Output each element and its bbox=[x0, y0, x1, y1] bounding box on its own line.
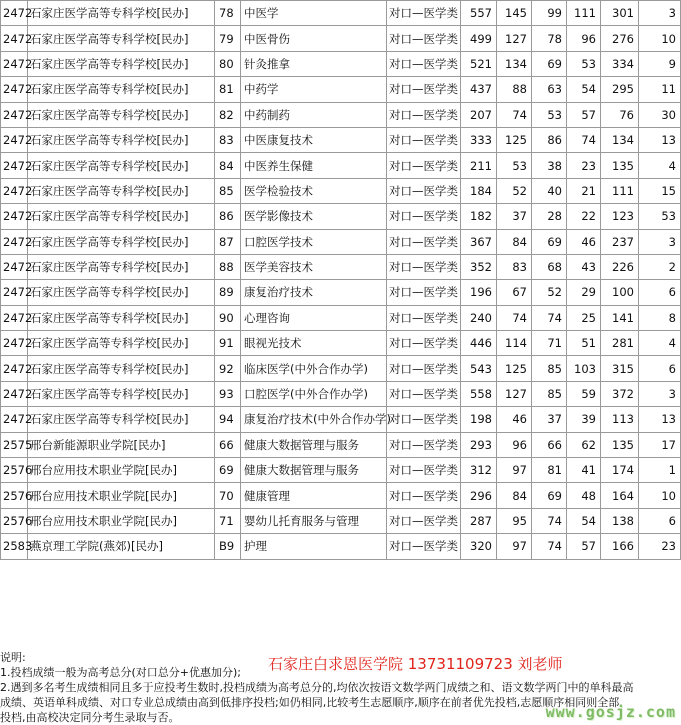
school-name-cell: 邢台新能源职业学院[民办] bbox=[28, 432, 215, 457]
score-col-5-cell: 113 bbox=[601, 407, 639, 432]
category-cell: 对口—医学类 bbox=[387, 280, 461, 305]
score-col-3-cell: 71 bbox=[532, 331, 567, 356]
major-name-cell: 中医康复技术 bbox=[241, 127, 387, 152]
school-name-cell: 石家庄医学高等专科学校[民办] bbox=[28, 26, 215, 51]
score-col-3-cell: 69 bbox=[532, 229, 567, 254]
score-col-2-cell: 125 bbox=[497, 127, 532, 152]
score-col-2-cell: 67 bbox=[497, 280, 532, 305]
score-col-4-cell: 54 bbox=[567, 508, 601, 533]
program-code-cell: 87 bbox=[215, 229, 241, 254]
category-cell: 对口—医学类 bbox=[387, 458, 461, 483]
notes-line-3: 成绩、英语单科成绩、对口专业总成绩由高到低排序投档;如仍相同,比较考生志愿顺序,顺序在前者优先投档,志愿顺序相同则全部 bbox=[0, 696, 620, 709]
score-col-4-cell: 57 bbox=[567, 102, 601, 127]
program-code-cell: 70 bbox=[215, 483, 241, 508]
table-row bbox=[1, 178, 681, 203]
school-code-cell: 2576 bbox=[1, 508, 28, 533]
score-col-3-cell: 74 bbox=[532, 305, 567, 330]
score-col-3-cell: 74 bbox=[532, 508, 567, 533]
score-col-2-cell: 145 bbox=[497, 1, 532, 26]
table-row bbox=[1, 458, 681, 483]
program-code-cell: 79 bbox=[215, 26, 241, 51]
score-col-2-cell: 125 bbox=[497, 356, 532, 381]
school-name-cell: 石家庄医学高等专科学校[民办] bbox=[28, 407, 215, 432]
major-name-cell: 医学影像技术 bbox=[241, 204, 387, 229]
total-score-cell: 437 bbox=[461, 77, 497, 102]
score-col-4-cell: 54 bbox=[567, 77, 601, 102]
school-code-cell: 2472 bbox=[1, 381, 28, 406]
program-code-cell: 90 bbox=[215, 305, 241, 330]
major-name-cell: 医学美容技术 bbox=[241, 254, 387, 279]
category-cell: 对口—医学类 bbox=[387, 127, 461, 152]
table-row bbox=[1, 508, 681, 533]
notes-line-4: 投档,由高校决定同分考生录取与否。 bbox=[0, 711, 180, 724]
table-row bbox=[1, 204, 681, 229]
table-row bbox=[1, 153, 681, 178]
score-col-2-cell: 134 bbox=[497, 51, 532, 76]
score-col-2-cell: 74 bbox=[497, 102, 532, 127]
score-col-4-cell: 62 bbox=[567, 432, 601, 457]
score-col-6-cell: 10 bbox=[639, 483, 681, 508]
program-code-cell: 89 bbox=[215, 280, 241, 305]
score-col-4-cell: 21 bbox=[567, 178, 601, 203]
score-col-3-cell: 74 bbox=[532, 534, 567, 559]
total-score-cell: 184 bbox=[461, 178, 497, 203]
school-name-cell: 燕京理工学院(燕郊)[民办] bbox=[28, 534, 215, 559]
school-code-cell: 2472 bbox=[1, 102, 28, 127]
total-score-cell: 196 bbox=[461, 280, 497, 305]
category-cell: 对口—医学类 bbox=[387, 77, 461, 102]
total-score-cell: 333 bbox=[461, 127, 497, 152]
score-col-2-cell: 95 bbox=[497, 508, 532, 533]
score-col-2-cell: 127 bbox=[497, 26, 532, 51]
score-col-5-cell: 334 bbox=[601, 51, 639, 76]
score-col-6-cell: 6 bbox=[639, 508, 681, 533]
score-col-5-cell: 100 bbox=[601, 280, 639, 305]
school-code-cell: 2472 bbox=[1, 305, 28, 330]
score-col-4-cell: 59 bbox=[567, 381, 601, 406]
category-cell: 对口—医学类 bbox=[387, 26, 461, 51]
score-col-5-cell: 166 bbox=[601, 534, 639, 559]
major-name-cell: 口腔医学技术 bbox=[241, 229, 387, 254]
score-col-5-cell: 237 bbox=[601, 229, 639, 254]
category-cell: 对口—医学类 bbox=[387, 305, 461, 330]
score-col-5-cell: 134 bbox=[601, 127, 639, 152]
score-col-4-cell: 48 bbox=[567, 483, 601, 508]
score-col-4-cell: 57 bbox=[567, 534, 601, 559]
score-col-4-cell: 43 bbox=[567, 254, 601, 279]
score-col-6-cell: 9 bbox=[639, 51, 681, 76]
school-name-cell: 石家庄医学高等专科学校[民办] bbox=[28, 102, 215, 127]
major-name-cell: 康复治疗技术(中外合作办学) bbox=[241, 407, 387, 432]
score-col-6-cell: 23 bbox=[639, 534, 681, 559]
school-code-cell: 2472 bbox=[1, 407, 28, 432]
score-col-5-cell: 315 bbox=[601, 356, 639, 381]
score-col-4-cell: 22 bbox=[567, 204, 601, 229]
score-col-5-cell: 76 bbox=[601, 102, 639, 127]
score-col-2-cell: 74 bbox=[497, 305, 532, 330]
category-cell: 对口—医学类 bbox=[387, 508, 461, 533]
total-score-cell: 207 bbox=[461, 102, 497, 127]
score-col-6-cell: 4 bbox=[639, 331, 681, 356]
table-row bbox=[1, 77, 681, 102]
table-row bbox=[1, 280, 681, 305]
table-row bbox=[1, 229, 681, 254]
school-code-cell: 2472 bbox=[1, 280, 28, 305]
score-col-4-cell: 103 bbox=[567, 356, 601, 381]
score-col-6-cell: 3 bbox=[639, 1, 681, 26]
total-score-cell: 293 bbox=[461, 432, 497, 457]
total-score-cell: 558 bbox=[461, 381, 497, 406]
school-code-cell: 2472 bbox=[1, 229, 28, 254]
score-col-6-cell: 10 bbox=[639, 26, 681, 51]
total-score-cell: 182 bbox=[461, 204, 497, 229]
score-col-2-cell: 53 bbox=[497, 153, 532, 178]
school-code-cell: 2472 bbox=[1, 204, 28, 229]
score-col-6-cell: 2 bbox=[639, 254, 681, 279]
program-code-cell: 84 bbox=[215, 153, 241, 178]
school-name-cell: 石家庄医学高等专科学校[民办] bbox=[28, 153, 215, 178]
table-row bbox=[1, 331, 681, 356]
score-col-3-cell: 52 bbox=[532, 280, 567, 305]
school-name-cell: 石家庄医学高等专科学校[民办] bbox=[28, 331, 215, 356]
score-col-3-cell: 85 bbox=[532, 381, 567, 406]
category-cell: 对口—医学类 bbox=[387, 254, 461, 279]
score-col-5-cell: 135 bbox=[601, 153, 639, 178]
score-col-6-cell: 15 bbox=[639, 178, 681, 203]
score-col-3-cell: 69 bbox=[532, 483, 567, 508]
school-code-cell: 2472 bbox=[1, 178, 28, 203]
school-code-cell: 2472 bbox=[1, 153, 28, 178]
table-body bbox=[1, 1, 681, 560]
major-name-cell: 护理 bbox=[241, 534, 387, 559]
notes-line-1: 1.投档成绩一般为高考总分(对口总分+优惠加分); bbox=[0, 666, 241, 679]
category-cell: 对口—医学类 bbox=[387, 204, 461, 229]
score-col-5-cell: 123 bbox=[601, 204, 639, 229]
table-row bbox=[1, 127, 681, 152]
score-col-6-cell: 3 bbox=[639, 381, 681, 406]
school-name-cell: 邢台应用技术职业学院[民办] bbox=[28, 458, 215, 483]
category-cell: 对口—医学类 bbox=[387, 534, 461, 559]
school-name-cell: 石家庄医学高等专科学校[民办] bbox=[28, 305, 215, 330]
score-col-4-cell: 51 bbox=[567, 331, 601, 356]
score-col-3-cell: 81 bbox=[532, 458, 567, 483]
total-score-cell: 543 bbox=[461, 356, 497, 381]
category-cell: 对口—医学类 bbox=[387, 381, 461, 406]
score-col-2-cell: 97 bbox=[497, 534, 532, 559]
score-col-4-cell: 25 bbox=[567, 305, 601, 330]
table-row bbox=[1, 483, 681, 508]
total-score-cell: 198 bbox=[461, 407, 497, 432]
score-col-2-cell: 84 bbox=[497, 483, 532, 508]
school-name-cell: 石家庄医学高等专科学校[民办] bbox=[28, 1, 215, 26]
score-col-3-cell: 38 bbox=[532, 153, 567, 178]
score-col-2-cell: 127 bbox=[497, 381, 532, 406]
score-col-6-cell: 6 bbox=[639, 356, 681, 381]
major-name-cell: 中医学 bbox=[241, 1, 387, 26]
score-col-5-cell: 276 bbox=[601, 26, 639, 51]
score-col-6-cell: 3 bbox=[639, 229, 681, 254]
major-name-cell: 口腔医学(中外合作办学) bbox=[241, 381, 387, 406]
category-cell: 对口—医学类 bbox=[387, 229, 461, 254]
total-score-cell: 296 bbox=[461, 483, 497, 508]
total-score-cell: 446 bbox=[461, 331, 497, 356]
category-cell: 对口—医学类 bbox=[387, 178, 461, 203]
score-col-4-cell: 41 bbox=[567, 458, 601, 483]
program-code-cell: 80 bbox=[215, 51, 241, 76]
score-col-2-cell: 96 bbox=[497, 432, 532, 457]
school-code-cell: 2472 bbox=[1, 1, 28, 26]
major-name-cell: 健康大数据管理与服务 bbox=[241, 458, 387, 483]
score-col-4-cell: 74 bbox=[567, 127, 601, 152]
total-score-cell: 367 bbox=[461, 229, 497, 254]
score-col-3-cell: 78 bbox=[532, 26, 567, 51]
school-code-cell: 2472 bbox=[1, 51, 28, 76]
score-col-4-cell: 46 bbox=[567, 229, 601, 254]
score-col-2-cell: 84 bbox=[497, 229, 532, 254]
school-name-cell: 石家庄医学高等专科学校[民办] bbox=[28, 204, 215, 229]
score-col-4-cell: 53 bbox=[567, 51, 601, 76]
score-col-6-cell: 30 bbox=[639, 102, 681, 127]
score-col-3-cell: 40 bbox=[532, 178, 567, 203]
school-code-cell: 2576 bbox=[1, 483, 28, 508]
score-col-5-cell: 138 bbox=[601, 508, 639, 533]
school-name-cell: 石家庄医学高等专科学校[民办] bbox=[28, 127, 215, 152]
major-name-cell: 针灸推拿 bbox=[241, 51, 387, 76]
table-row bbox=[1, 26, 681, 51]
score-col-6-cell: 4 bbox=[639, 153, 681, 178]
major-name-cell: 心理咨询 bbox=[241, 305, 387, 330]
category-cell: 对口—医学类 bbox=[387, 51, 461, 76]
score-col-6-cell: 13 bbox=[639, 407, 681, 432]
score-col-2-cell: 114 bbox=[497, 331, 532, 356]
category-cell: 对口—医学类 bbox=[387, 1, 461, 26]
category-cell: 对口—医学类 bbox=[387, 331, 461, 356]
score-col-5-cell: 141 bbox=[601, 305, 639, 330]
school-code-cell: 2472 bbox=[1, 356, 28, 381]
notes-line-2: 2.遇到多名考生成绩相同且多于应投考生数时,投档成绩为高考总分的,均依次按语文数学两门成绩之和、语文数学两门中的单科最高 bbox=[0, 681, 634, 694]
school-name-cell: 石家庄医学高等专科学校[民办] bbox=[28, 254, 215, 279]
table-row bbox=[1, 51, 681, 76]
program-code-cell: 83 bbox=[215, 127, 241, 152]
score-col-5-cell: 164 bbox=[601, 483, 639, 508]
program-code-cell: 88 bbox=[215, 254, 241, 279]
score-col-5-cell: 174 bbox=[601, 458, 639, 483]
major-name-cell: 健康管理 bbox=[241, 483, 387, 508]
school-code-cell: 2583 bbox=[1, 534, 28, 559]
program-code-cell: 86 bbox=[215, 204, 241, 229]
score-col-4-cell: 23 bbox=[567, 153, 601, 178]
total-score-cell: 521 bbox=[461, 51, 497, 76]
score-col-3-cell: 28 bbox=[532, 204, 567, 229]
school-code-cell: 2472 bbox=[1, 77, 28, 102]
score-col-3-cell: 53 bbox=[532, 102, 567, 127]
score-col-4-cell: 96 bbox=[567, 26, 601, 51]
score-col-2-cell: 97 bbox=[497, 458, 532, 483]
category-cell: 对口—医学类 bbox=[387, 356, 461, 381]
program-code-cell: 78 bbox=[215, 1, 241, 26]
major-name-cell: 中药学 bbox=[241, 77, 387, 102]
total-score-cell: 240 bbox=[461, 305, 497, 330]
school-name-cell: 邢台应用技术职业学院[民办] bbox=[28, 483, 215, 508]
score-col-6-cell: 13 bbox=[639, 127, 681, 152]
major-name-cell: 中医养生保健 bbox=[241, 153, 387, 178]
program-code-cell: 66 bbox=[215, 432, 241, 457]
table-row bbox=[1, 305, 681, 330]
table-row bbox=[1, 254, 681, 279]
table-row bbox=[1, 381, 681, 406]
total-score-cell: 557 bbox=[461, 1, 497, 26]
total-score-cell: 287 bbox=[461, 508, 497, 533]
program-code-cell: 69 bbox=[215, 458, 241, 483]
score-col-6-cell: 1 bbox=[639, 458, 681, 483]
category-cell: 对口—医学类 bbox=[387, 407, 461, 432]
score-col-3-cell: 69 bbox=[532, 51, 567, 76]
major-name-cell: 中药制药 bbox=[241, 102, 387, 127]
score-col-3-cell: 99 bbox=[532, 1, 567, 26]
score-col-6-cell: 6 bbox=[639, 280, 681, 305]
major-name-cell: 中医骨伤 bbox=[241, 26, 387, 51]
score-col-6-cell: 11 bbox=[639, 77, 681, 102]
score-col-5-cell: 372 bbox=[601, 381, 639, 406]
school-name-cell: 石家庄医学高等专科学校[民办] bbox=[28, 51, 215, 76]
table-row bbox=[1, 1, 681, 26]
category-cell: 对口—医学类 bbox=[387, 153, 461, 178]
school-name-cell: 石家庄医学高等专科学校[民办] bbox=[28, 229, 215, 254]
school-name-cell: 石家庄医学高等专科学校[民办] bbox=[28, 77, 215, 102]
major-name-cell: 临床医学(中外合作办学) bbox=[241, 356, 387, 381]
score-col-5-cell: 135 bbox=[601, 432, 639, 457]
total-score-cell: 312 bbox=[461, 458, 497, 483]
school-name-cell: 石家庄医学高等专科学校[民办] bbox=[28, 280, 215, 305]
score-col-2-cell: 52 bbox=[497, 178, 532, 203]
school-name-cell: 石家庄医学高等专科学校[民办] bbox=[28, 178, 215, 203]
program-code-cell: 71 bbox=[215, 508, 241, 533]
score-col-5-cell: 226 bbox=[601, 254, 639, 279]
school-code-cell: 2472 bbox=[1, 331, 28, 356]
category-cell: 对口—医学类 bbox=[387, 483, 461, 508]
program-code-cell: 85 bbox=[215, 178, 241, 203]
total-score-cell: 499 bbox=[461, 26, 497, 51]
school-code-cell: 2472 bbox=[1, 127, 28, 152]
table-row bbox=[1, 407, 681, 432]
total-score-cell: 211 bbox=[461, 153, 497, 178]
score-col-5-cell: 301 bbox=[601, 1, 639, 26]
school-code-cell: 2472 bbox=[1, 254, 28, 279]
total-score-cell: 352 bbox=[461, 254, 497, 279]
major-name-cell: 眼视光技术 bbox=[241, 331, 387, 356]
score-col-2-cell: 88 bbox=[497, 77, 532, 102]
table-row bbox=[1, 432, 681, 457]
score-col-3-cell: 63 bbox=[532, 77, 567, 102]
score-col-6-cell: 8 bbox=[639, 305, 681, 330]
score-col-3-cell: 85 bbox=[532, 356, 567, 381]
table-row bbox=[1, 102, 681, 127]
table-row bbox=[1, 356, 681, 381]
score-col-2-cell: 83 bbox=[497, 254, 532, 279]
promo-contact-overlay: 石家庄白求恩医学院 13731109723 刘老师 bbox=[268, 655, 563, 673]
score-col-2-cell: 46 bbox=[497, 407, 532, 432]
program-code-cell: B9 bbox=[215, 534, 241, 559]
major-name-cell: 康复治疗技术 bbox=[241, 280, 387, 305]
major-name-cell: 医学检验技术 bbox=[241, 178, 387, 203]
score-col-4-cell: 111 bbox=[567, 1, 601, 26]
school-name-cell: 邢台应用技术职业学院[民办] bbox=[28, 508, 215, 533]
score-col-2-cell: 37 bbox=[497, 204, 532, 229]
category-cell: 对口—医学类 bbox=[387, 432, 461, 457]
score-col-6-cell: 53 bbox=[639, 204, 681, 229]
total-score-cell: 320 bbox=[461, 534, 497, 559]
score-col-3-cell: 37 bbox=[532, 407, 567, 432]
score-col-6-cell: 17 bbox=[639, 432, 681, 457]
school-name-cell: 石家庄医学高等专科学校[民办] bbox=[28, 356, 215, 381]
program-code-cell: 91 bbox=[215, 331, 241, 356]
score-col-3-cell: 86 bbox=[532, 127, 567, 152]
score-col-3-cell: 66 bbox=[532, 432, 567, 457]
program-code-cell: 82 bbox=[215, 102, 241, 127]
score-col-5-cell: 295 bbox=[601, 77, 639, 102]
school-code-cell: 2472 bbox=[1, 26, 28, 51]
school-code-cell: 2575 bbox=[1, 432, 28, 457]
major-name-cell: 健康大数据管理与服务 bbox=[241, 432, 387, 457]
program-code-cell: 92 bbox=[215, 356, 241, 381]
school-code-cell: 2576 bbox=[1, 458, 28, 483]
score-col-5-cell: 281 bbox=[601, 331, 639, 356]
category-cell: 对口—医学类 bbox=[387, 102, 461, 127]
score-col-4-cell: 29 bbox=[567, 280, 601, 305]
program-code-cell: 94 bbox=[215, 407, 241, 432]
major-name-cell: 婴幼儿托育服务与管理 bbox=[241, 508, 387, 533]
score-col-5-cell: 111 bbox=[601, 178, 639, 203]
notes-heading: 说明: bbox=[0, 651, 26, 664]
table-row bbox=[1, 534, 681, 559]
score-col-4-cell: 39 bbox=[567, 407, 601, 432]
site-watermark: www.gosjz.com bbox=[545, 703, 676, 721]
school-name-cell: 石家庄医学高等专科学校[民办] bbox=[28, 381, 215, 406]
score-col-3-cell: 68 bbox=[532, 254, 567, 279]
program-code-cell: 81 bbox=[215, 77, 241, 102]
program-code-cell: 93 bbox=[215, 381, 241, 406]
